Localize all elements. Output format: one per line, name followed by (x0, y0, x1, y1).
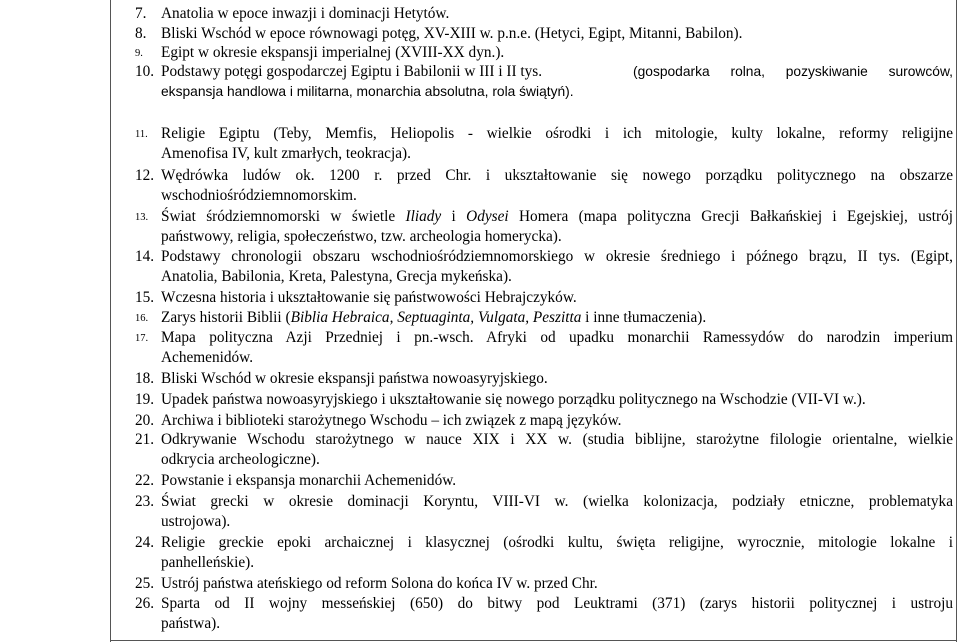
list-item (135, 207, 953, 247)
item-text-line2: panhelleńskie). (161, 554, 255, 571)
item-number: 26. (135, 595, 155, 612)
list-item (135, 43, 953, 63)
list-item (135, 328, 953, 368)
item-number: 17. (135, 333, 149, 344)
list-item (135, 471, 953, 491)
list-item (135, 308, 953, 328)
item-number: 13. (135, 212, 149, 223)
item-number: 16. (135, 313, 149, 324)
item-number: 7. (135, 5, 147, 22)
item-number: 19. (135, 391, 155, 408)
item-text: Odkrywanie Wschodu starożytnego w nauce XIX i XX w. (studia biblijne, starożytne filologie orientalne, wielkie (161, 431, 953, 448)
item-number: 11. (135, 129, 148, 140)
list-item (135, 492, 953, 532)
item-number: 8. (135, 25, 147, 42)
item-number: 23. (135, 493, 155, 510)
list-item (135, 24, 953, 44)
item-text: Ustrój państwa ateńskiego od reform Solona do końca IV w. przed Chr. (161, 575, 598, 592)
list-item (135, 124, 953, 164)
item-text-line2: ekspansja handlowa i militarna, monarchia absolutna, rola świątyń). (161, 84, 574, 99)
item-number: 9. (135, 48, 143, 59)
list-item (135, 430, 953, 470)
item-text-line2: Anatolia, Babilonia, Kreta, Palestyna, Grecja mykeńska). (161, 268, 512, 285)
table-border-left (110, 0, 111, 642)
item-text: Religie Egiptu (Teby, Memfis, Heliopolis - wielkie ośrodki i ich mitologie, kulty lokalne, reformy religijne (161, 125, 953, 142)
item-text-line2: ustrojowa). (161, 513, 231, 530)
list-item (135, 390, 953, 410)
item-number: 21. (135, 431, 155, 448)
item-text: Upadek państwa nowoasyryjskiego i ukształtowanie się nowego porządku politycznego na Wschodzie (VII-VI w.). (161, 391, 866, 408)
item-text: Egipt w okresie ekspansji imperialnej (XVIII-XX dyn.). (161, 44, 505, 61)
table-border-right (956, 0, 957, 642)
list-item (135, 533, 953, 573)
item-text: Sparta od II wojny messeńskiej (650) do bitwy pod Leuktrami (371) (zarys historii politycznej i ustroju (161, 595, 953, 612)
item-number: 24. (135, 534, 155, 551)
item-text-line2: państwa). (161, 615, 221, 632)
list-item (135, 574, 953, 594)
item-text: Bliski Wschód w okresie ekspansji państwa nowoasyryjskiego. (161, 370, 548, 387)
list-item (135, 247, 953, 287)
item-number: 22. (135, 472, 155, 489)
item-number: 12. (135, 167, 155, 184)
item-text: Archiwa i biblioteki starożytnego Wschodu – ich związek z mapą języków. (161, 412, 622, 429)
item-text-line2: państwowy, religia, społeczeństwo, tzw. archeologia homerycka). (161, 228, 562, 245)
item-text: Wędrówka ludów ok. 1200 r. przed Chr. i ukształtowanie się nowego porządku politycznego na obszarze (161, 167, 953, 184)
item-text-line2: Amenofisa IV, kult zmarłych, teokracja). (161, 145, 411, 162)
item-text: Zarys historii Biblii (Biblia Hebraica, Septuaginta, Vulgata, Peszitta i inne tłumaczenia). (161, 309, 707, 326)
item-number: 15. (135, 289, 155, 306)
list-item (135, 288, 953, 308)
item-number: 10. (135, 63, 155, 80)
item-text: Wczesna historia i ukształtowanie się państwowości Hebrajczyków. (161, 289, 577, 306)
item-number: 25. (135, 575, 155, 592)
item-text: Podstawy potęgi gospodarczej Egiptu i Babilonii w III i II tys. (161, 63, 543, 80)
item-text: Podstawy chronologii obszaru wschodniośródziemnomorskiego w okresie średniego i późnego brązu, II tys. (Egipt, (161, 248, 953, 265)
list-item (135, 411, 953, 431)
item-text: Mapa polityczna Azji Przedniej i pn.-wsch. Afryki od upadku monarchii Ramessydów do narodzin imperium (161, 329, 953, 346)
item-text: Bliski Wschód w epoce równowagi potęg, XV-XIII w. p.n.e. (Hetyci, Egipt, Mitanni, Babilon). (161, 25, 743, 42)
item-text: Świat grecki w okresie dominacji Koryntu, VIII-VI w. (wielka kolonizacja, podziały etniczne, problematyka (161, 493, 953, 510)
table-border-bottom (110, 640, 957, 641)
list-item (135, 4, 953, 24)
item-number: 14. (135, 248, 155, 265)
item-text-line2: odkrycia archeologiczne). (161, 451, 320, 468)
item-text: Powstanie i ekspansja monarchii Achemenidów. (161, 472, 457, 489)
list-item (135, 166, 953, 206)
item-text-line2: Achemenidów. (161, 349, 254, 366)
item-text: Anatolia w epoce inwazji i dominacji Hetytów. (161, 5, 450, 22)
list-item (135, 369, 953, 389)
item-number: 20. (135, 412, 155, 429)
item-text-line2: wschodniośródziemnomorskim. (161, 187, 357, 204)
item-number: 18. (135, 370, 155, 387)
item-text: Religie greckie epoki archaicznej i klasycznej (ośrodki kultu, święta religijne, wyrocznie, mitologie lokalne i (161, 534, 953, 551)
list-item (135, 594, 953, 634)
item-text: (gospodarka rolna, pozyskiwanie surowców, (633, 64, 953, 79)
item-text: Świat śródziemnomorski w świetle Iliady i Odysei Homera (mapa polityczna Grecji Bałkańskiej i Egejskiej, ustrój (161, 208, 953, 225)
list-item-continuation (135, 62, 953, 102)
